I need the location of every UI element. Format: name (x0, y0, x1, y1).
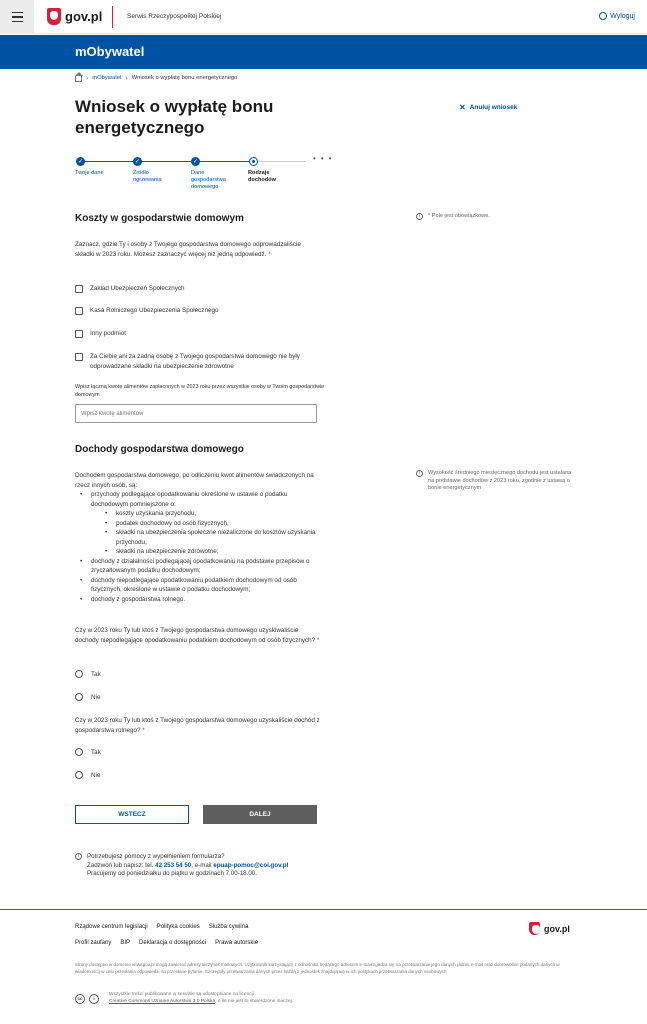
radio-q2-yes[interactable] (75, 748, 101, 756)
footer-link[interactable]: Polityka cookies (156, 924, 200, 930)
close-icon: ✕ (459, 103, 466, 112)
step-3-check-icon[interactable]: ✓ (192, 159, 199, 165)
email-link[interactable]: epuap-pomoc@coi.gov.pl (213, 861, 289, 869)
step-label-2[interactable]: Źródło ogrzewania (133, 170, 162, 183)
required-asterisk: * (268, 250, 271, 258)
step-label-1[interactable]: Twoje dane (75, 170, 104, 176)
option-other[interactable] (75, 329, 126, 339)
footer-links-row-1 (75, 924, 248, 930)
list-item: • dochody z działalności podlegającej opodatkowaniu na podstawie przepisów o zryczałtowanym podatku dochodowym; (75, 557, 325, 576)
footer-link[interactable]: Rządowe centrum legislacji (75, 924, 148, 930)
footer-links-row-2 (75, 940, 258, 946)
checkbox[interactable] (75, 330, 83, 338)
license-link[interactable]: Creative Commons Uznanie Autorstwa 3.0 Polska (109, 998, 216, 1004)
alimony-input[interactable] (75, 404, 317, 423)
footer-link[interactable]: Służba cywilna (208, 924, 249, 930)
income-heading: Dochody gospodarstwa domowego (75, 444, 244, 455)
step-2-check-icon[interactable]: ✓ (134, 159, 141, 165)
income-info-note (416, 470, 576, 493)
question-text: Czy w 2023 roku Ty lub ktoś z Twojego gospodarstwa domowego uzyskaliście dochód z gospodarstwa rolnego? (75, 717, 320, 734)
stepper-line-done (80, 161, 253, 162)
email-prefix: , e-mail (191, 861, 212, 869)
info-icon: i (416, 213, 423, 220)
question-farm-income (75, 716, 320, 735)
question-untaxed-income (75, 626, 320, 645)
sub-list (91, 509, 325, 557)
next-button[interactable]: DALEJ (203, 805, 317, 824)
breadcrumb-current: Wniosek o wypłatę bonu energetycznego (131, 75, 238, 81)
list-item: • dochody z gospodarstwa rolnego. (75, 595, 325, 605)
top-header (0, 0, 647, 34)
option-zus[interactable] (75, 284, 185, 294)
phone-link[interactable]: 42 253 54 50 (155, 861, 192, 869)
income-list (75, 490, 325, 604)
license-prefix: Wszystkie treści publikowane w serwisie są udostępniane na licencji (109, 992, 254, 997)
info-icon: i (75, 853, 82, 860)
list-item: • dochody niepodlegające opodatkowaniu podatkiem dochodowym od osób fizycznych, określone w ustawie o podatku dochodowym; (75, 576, 325, 595)
logo-text: gov.pl (65, 9, 103, 24)
contributions-question-text: Zaznacz, gdzie Ty i osoby z Twojego gospodarstwa domowego odprowadzaliście składki w 2023 roku. Możesz zaznaczyć więcej niż jedną odpowiedź. (75, 241, 301, 258)
help-line-2 (87, 862, 288, 871)
page-title: Wniosek o wypłatę bonu energetycznego (75, 97, 274, 137)
radio[interactable] (75, 693, 83, 701)
radio[interactable] (75, 748, 83, 756)
alimony-label: Wpisz łączną kwotę alimentów zapłaconych w 2023 roku przez wszystkie osoby w Twoim gospodarstwie domowym (75, 384, 325, 398)
help-box (75, 853, 288, 879)
radio[interactable] (75, 771, 83, 779)
stepper-more-steps: ••• (313, 154, 337, 163)
license-suffix: , o ile nie jest to stwierdzone inaczej. (215, 998, 293, 1004)
footer-divider (0, 909, 647, 910)
step-label-4: Rodzaje dochodów (248, 170, 276, 183)
menu-button[interactable] (0, 0, 34, 34)
help-line-1: Potrzebujesz pomocy z wypełnieniem formularza? (87, 853, 225, 860)
info-icon: i (416, 470, 423, 477)
logout-label: Wyloguj (610, 12, 635, 20)
income-info-text: Wysokość średniego miesięcznego dochodu jest ustalana na podstawie dochodów z 2023 roku, zgodnie z ustawą o bonie energetycznym (428, 470, 572, 491)
footer-link[interactable]: Prawa autorskie (215, 940, 259, 946)
license-text (109, 992, 293, 1005)
radio-label: Tak (91, 670, 101, 678)
contributions-question (75, 240, 320, 259)
hamburger-icon (12, 10, 23, 24)
footer-logo-text: gov.pl (544, 923, 570, 934)
option-label: Za Ciebie ani za żadną osobę z Twojego gospodarstwa domowego nie były odprowadzane składki na ubezpieczenie zdrowotne (90, 353, 300, 370)
service-banner (0, 35, 647, 69)
checkbox[interactable] (75, 307, 83, 315)
home-icon[interactable] (75, 76, 82, 82)
list-item: • koszty uzyskania przychodu, (91, 509, 325, 519)
footer-disclaimer: Strony dostępne w domenie www.gov.pl mogą zawierać adresy skrzynek mailowych. Użytkownik korzystający z odnośnika będącego adresem e-mail zgadza się na przetwarzanie jego danych (adres e-mail oraz dobrowolnie podanych danych w wiadomości) w celu przesłania odpowiedzi na przesłane pytanie. Szczegóły przetwarzania danych przez każdą z jednostek znajdują się w ich politykach przetwarzania danych osobowych (75, 962, 560, 974)
footer-link[interactable]: BIP (120, 940, 131, 946)
footer-link[interactable]: Deklaracja o dostępności (139, 940, 207, 946)
income-intro: Dochodem gospodarstwa domowego, po odliczeniu kwot alimentów świadczonych na rzecz innych osób, są: (75, 472, 314, 489)
cancel-application-button[interactable] (459, 103, 517, 112)
user-icon (599, 12, 607, 20)
help-text (87, 853, 288, 879)
logout-link[interactable] (599, 12, 635, 20)
back-button[interactable]: WSTECZ (75, 805, 189, 824)
list-item: • składki na ubezpieczenia społeczne niezaliczone do kosztów uzyskania przychodu, (91, 528, 325, 547)
required-note-text: * Pole jest obowiązkowe. (428, 213, 490, 219)
header-divider (112, 6, 113, 28)
required-asterisk: * (316, 636, 320, 644)
required-asterisk: * (142, 726, 145, 734)
footer-gov-logo[interactable] (529, 922, 570, 935)
footer-link[interactable]: Profil zaufany (75, 940, 112, 946)
breadcrumb-link-mobywatel[interactable]: mObywatel (92, 75, 122, 81)
option-none[interactable] (75, 352, 320, 371)
option-krus[interactable] (75, 306, 218, 316)
checkbox[interactable] (75, 353, 83, 361)
help-call-prefix: Zadzwoń lub napisz: tel. (87, 861, 154, 869)
cancel-label: Anuluj wniosek (469, 104, 518, 111)
question-text: Czy w 2023 roku Ty lub ktoś z Twojego gospodarstwa domowego uzyskiwaliście dochody niepodlegające opodatkowaniu podatkiem dochodowym od osób fizycznych? (75, 627, 316, 644)
radio-q2-no[interactable] (75, 771, 100, 779)
list-item (75, 490, 325, 557)
chevron-right-icon: › (86, 74, 89, 82)
service-name: Serwis Rzeczypospolitej Polskiej (127, 13, 222, 20)
step-label-3[interactable]: Dane gospodarstwa domowego (191, 170, 226, 190)
license-block (75, 992, 293, 1005)
checkbox[interactable] (75, 285, 83, 293)
step-4-current-icon (249, 157, 258, 166)
required-note (416, 213, 556, 221)
radio-label: Nie (91, 771, 101, 779)
gov-logo[interactable] (47, 8, 102, 25)
chevron-right-icon: › (125, 74, 128, 82)
radio[interactable] (75, 670, 83, 678)
banner-title[interactable]: mObywatel (75, 44, 145, 59)
eagle-icon (47, 8, 61, 25)
option-label: Zakład Ubezpieczeń Społecznych (90, 285, 185, 292)
list-item: • składki na ubezpieczenie zdrowotne; (91, 547, 325, 557)
help-line-3: Pracujemy od poniedziałku do piątku w godzinach 7.00-18.00. (87, 870, 257, 877)
eagle-icon (529, 922, 540, 935)
list-item-text: przychody podlegające opodatkowaniu określone w ustawie o podatku dochodowym pomniejszone o: (91, 491, 288, 508)
creative-commons-icon: cc (75, 994, 85, 1004)
radio-label: Nie (91, 693, 101, 701)
license-line-2 (109, 999, 293, 1006)
radio-q1-yes[interactable] (75, 670, 101, 678)
attribution-icon: i (89, 994, 99, 1004)
radio-label: Tak (91, 748, 101, 756)
stepper-line-pending (258, 161, 306, 162)
step-1-check-icon[interactable]: ✓ (77, 159, 84, 165)
option-label: Inny podmiot (90, 330, 127, 337)
option-label: Kasa Rolniczego Ubezpieczenia Społecznego (90, 307, 219, 314)
breadcrumb (75, 74, 237, 82)
list-item: • podatek dochodowy od osób fizycznych, (91, 519, 325, 529)
costs-heading: Koszty w gospodarstwie domowym (75, 213, 244, 224)
radio-q1-no[interactable] (75, 693, 100, 701)
